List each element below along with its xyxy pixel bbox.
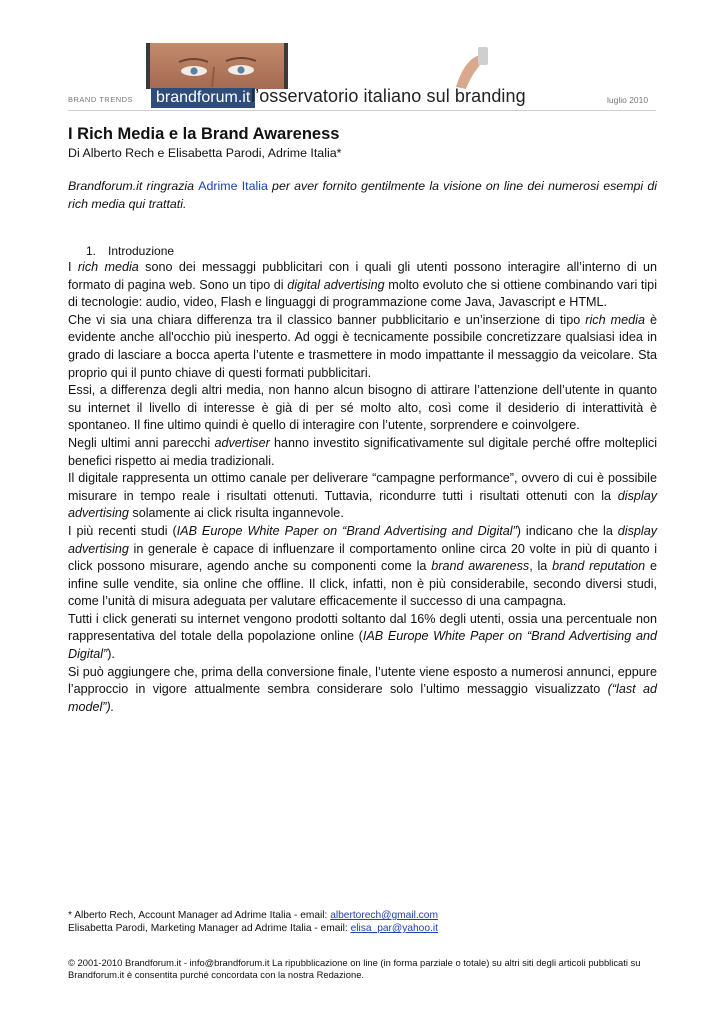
issue-date: luglio 2010 [607, 95, 649, 105]
brandforum-logo: brandforum.it [151, 88, 255, 108]
author-name: Alberto Rech [74, 910, 134, 921]
adrime-link[interactable]: Adrime Italia [198, 179, 268, 193]
article-title: I Rich Media e la Brand Awareness [68, 125, 340, 143]
email-link[interactable]: elisa_par@yahoo.it [350, 923, 438, 934]
section-title: Introduzione [108, 244, 175, 258]
copyright-footer: © 2001-2010 Brandforum.it - info@brandforum.it La ripubblicazione on line (in forma parziale o totale) su altri siti degli articoli pubblicati su Brandforum.it è consentita purché concordata con la nostra Redazione. [68, 957, 641, 980]
email-link[interactable]: albertorech@gmail.com [330, 910, 438, 921]
paragraph: I rich media sono dei messaggi pubblicitari con i quali gli utenti possono interagire all’interno di un formato di pagina web. Sono un tipo di digital advertising molto evoluto che si ottiene combinando vari tipi di tecnologie: audio, video, Flash e linguaggi di programmazione come Java, Javascript e HTML. [68, 260, 657, 310]
logo-tagline: l’osservatorio italiano sul branding [251, 86, 526, 106]
paragraph: I più recenti studi (IAB Europe White Paper on “Brand Advertising and Digital”) indicano che la display advertising in generale è capace di influenzare il comportamento online circa 20 volte in più di quanto i click possono misurare, agendo anche su componenti come la brand awareness, la brand reputation e infine sulle vendite, sia online che offline. Il click, infatti, non è più considerabile, secondo diversi studi, come l’unità di misura adeguata per valutare efficacemente il successo di una campagna. [68, 523, 657, 609]
paragraph: Negli ultimi anni parecchi advertiser hanno investito significativamente sul digitale perché offre molteplici benefici rispetto ai media tradizionali. [68, 435, 657, 468]
article [68, 124, 657, 716]
paragraph: Che vi sia una chiara differenza tra il classico banner pubblicitario e un’inserzione di tipo rich media è evidente anche all'occhio più inesperto. Ad oggi è tecnicamente possibile concretizzare qualsiasi idea in grado di lasciare a bocca aperta l’utente e trasmettere in modo impattante il messaggio da veicolare. Sta proprio qui il punto chiave di questi formati pubblicitari. [68, 312, 658, 380]
section-number: 1. [86, 244, 97, 258]
author-footnote [68, 909, 657, 935]
footnote-line-1: * Alberto Rech, Account Manager ad Adrime Italia - email: albertorech@gmail.com [68, 910, 438, 921]
paragraph: Si può aggiungere che, prima della conversione finale, l’utente viene esposto a numerosi annunci, eppure l’approccio in vigore attualmente sembra considerare solo l’ultimo messaggio visualizzato (“last ad model”). [68, 664, 657, 714]
section-heading [86, 243, 657, 259]
article-authors: Di Alberto Rech e Elisabetta Parodi, Adrime Italia* [68, 146, 342, 160]
ack-text-end: per aver fornito gentilmente la visione on line dei numerosi esempi di rich media qui trattati. [68, 179, 657, 211]
header-hand-image [442, 43, 494, 89]
page-header [0, 0, 724, 112]
header-photo [146, 43, 288, 89]
acknowledgement [68, 177, 657, 213]
author-name: Elisabetta Parodi [68, 923, 146, 934]
footnote-line-2: Elisabetta Parodi, Marketing Manager ad Adrime Italia - email: elisa_par@yahoo.it [68, 923, 438, 934]
header-divider [68, 110, 656, 111]
paragraph: Essi, a differenza degli altri media, non hanno alcun bisogno di attirare l’attenzione dell’utente in quanto su internet il livello di interesse è già di per sé molto alto, così come il desiderio di interattività è spontaneo. Il fine ultimo quindi è quello di interagire con l’utente, sorprendere e coinvolgere. [68, 383, 657, 433]
ack-text: Brandforum.it ringrazia [68, 179, 199, 193]
article-body [68, 259, 657, 716]
paragraph: Tutti i click generati su internet vengono prodotti soltanto dal 16% degli utenti, ossia una percentuale non rappresentativa del totale della popolazione online (IAB Europe White Paper on “Brand Advertising and Digital”). [68, 611, 657, 662]
section-label: BRAND TRENDS [68, 95, 134, 104]
paragraph: Il digitale rappresenta un ottimo canale per deliverare “campagne performance”, ovvero di cui è possibile misurare in tempo reale i risultati ottenuti. Tuttavia, ricondurre tutti i risultati ottenuti con la display advertising solamente ai click risulta ingannevole. [68, 471, 657, 521]
